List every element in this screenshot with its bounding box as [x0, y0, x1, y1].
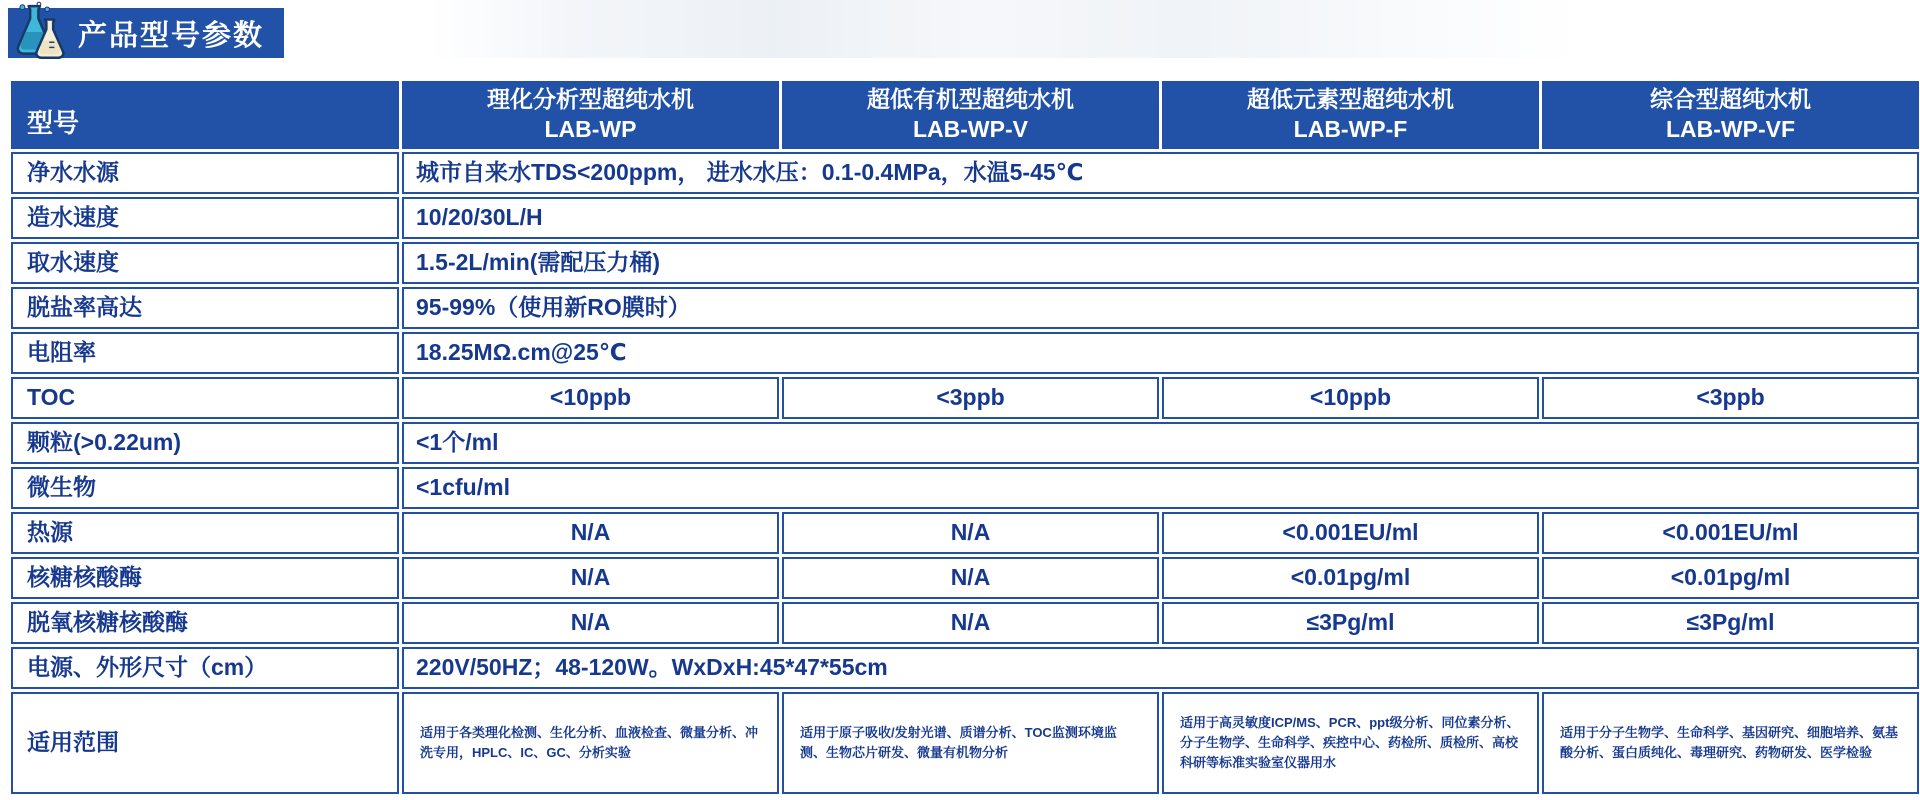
- page-title: 产品型号参数: [78, 19, 265, 52]
- row-label: 适用范围: [11, 692, 399, 794]
- table-row: [11, 602, 1919, 644]
- model-header-cell: 型号: [11, 81, 399, 149]
- background-photo-strip: [430, 0, 1580, 58]
- row-label: 核糖核酸酶: [11, 557, 399, 599]
- table-row: [11, 467, 1919, 509]
- section-title-banner: [8, 8, 284, 58]
- column-title: 超低有机型超纯水机: [867, 86, 1074, 112]
- column-title: 超低元素型超纯水机: [1247, 86, 1454, 112]
- row-label: 净水水源: [11, 152, 399, 194]
- row-label: 颗粒(>0.22um): [11, 422, 399, 464]
- row-value: N/A: [402, 557, 779, 599]
- row-label: 电阻率: [11, 332, 399, 374]
- row-value-span: 1.5-2L/min(需配压力桶): [402, 242, 1919, 284]
- column-header-lab-wp-vf: [1542, 81, 1919, 149]
- row-value: <0.01pg/ml: [1162, 557, 1539, 599]
- row-value: <0.001EU/ml: [1542, 512, 1919, 554]
- table-row: [11, 512, 1919, 554]
- row-value: <3ppb: [782, 377, 1159, 419]
- row-value: <10ppb: [402, 377, 779, 419]
- row-label: 电源、外形尺寸（cm）: [11, 647, 399, 689]
- table-row: [11, 692, 1919, 794]
- row-label: 微生物: [11, 467, 399, 509]
- spec-table-body: [11, 152, 1919, 794]
- application-range-cell: 适用于各类理化检测、生化分析、血液检查、微量分析、冲洗专用，HPLC、IC、GC、分析实验: [402, 692, 779, 794]
- row-value-span: 220V/50HZ；48-120W。WxDxH:45*47*55cm: [402, 647, 1919, 689]
- row-value-span: 10/20/30L/H: [402, 197, 1919, 239]
- row-value: N/A: [782, 602, 1159, 644]
- row-value: ≤3Pg/ml: [1542, 602, 1919, 644]
- column-header-lab-wp-v: [782, 81, 1159, 149]
- row-value-span: <1cfu/ml: [402, 467, 1919, 509]
- table-row: [11, 152, 1919, 194]
- row-label: TOC: [11, 377, 399, 419]
- row-value-span: <1个/ml: [402, 422, 1919, 464]
- row-label: 造水速度: [11, 197, 399, 239]
- column-header-lab-wp-f: [1162, 81, 1539, 149]
- application-range-cell: 适用于高灵敏度ICP/MS、PCR、ppt级分析、同位素分析、分子生物学、生命科学、疾控中心、药检所、质检所、高校科研等标准实验室仪器用水: [1162, 692, 1539, 794]
- column-model: LAB-WP-V: [913, 115, 1028, 142]
- column-title: 综合型超纯水机: [1650, 86, 1811, 112]
- row-value: N/A: [782, 512, 1159, 554]
- table-row: [11, 332, 1919, 374]
- column-model: LAB-WP-VF: [1665, 115, 1796, 142]
- spec-table: [8, 78, 1920, 797]
- row-value-span: 18.25MΩ.cm@25℃: [402, 332, 1919, 374]
- column-model: LAB-WP-F: [1293, 115, 1408, 142]
- row-value: N/A: [402, 512, 779, 554]
- table-row: [11, 377, 1919, 419]
- row-value: <0.001EU/ml: [1162, 512, 1539, 554]
- column-model: LAB-WP: [544, 115, 637, 142]
- table-row: [11, 647, 1919, 689]
- table-row: [11, 422, 1919, 464]
- table-header-row: [11, 81, 1919, 149]
- application-range-cell: 适用于原子吸收/发射光谱、质谱分析、TOC监测环境监测、生物芯片研发、微量有机物分析: [782, 692, 1159, 794]
- row-label: 脱氧核糖核酸酶: [11, 602, 399, 644]
- row-value: N/A: [402, 602, 779, 644]
- table-row: [11, 287, 1919, 329]
- column-header-lab-wp: [402, 81, 779, 149]
- column-title: 理化分析型超纯水机: [487, 86, 694, 112]
- table-row: [11, 242, 1919, 284]
- row-label: 取水速度: [11, 242, 399, 284]
- row-value: <3ppb: [1542, 377, 1919, 419]
- table-row: [11, 557, 1919, 599]
- row-value: <10ppb: [1162, 377, 1539, 419]
- row-value: N/A: [782, 557, 1159, 599]
- table-row: [11, 197, 1919, 239]
- row-label: 脱盐率高达: [11, 287, 399, 329]
- row-label: 热源: [11, 512, 399, 554]
- row-value: <0.01pg/ml: [1542, 557, 1919, 599]
- row-value-span: 城市自来水TDS<200ppm， 进水水压：0.1-0.4MPa，水温5-45℃: [402, 152, 1919, 194]
- application-range-cell: 适用于分子生物学、生命科学、基因研究、细胞培养、氨基酸分析、蛋白质纯化、毒理研究、药物研发、医学检验: [1542, 692, 1919, 794]
- row-value: ≤3Pg/ml: [1162, 602, 1539, 644]
- flask-icon: [8, 1, 74, 67]
- row-value-span: 95-99%（使用新RO膜时）: [402, 287, 1919, 329]
